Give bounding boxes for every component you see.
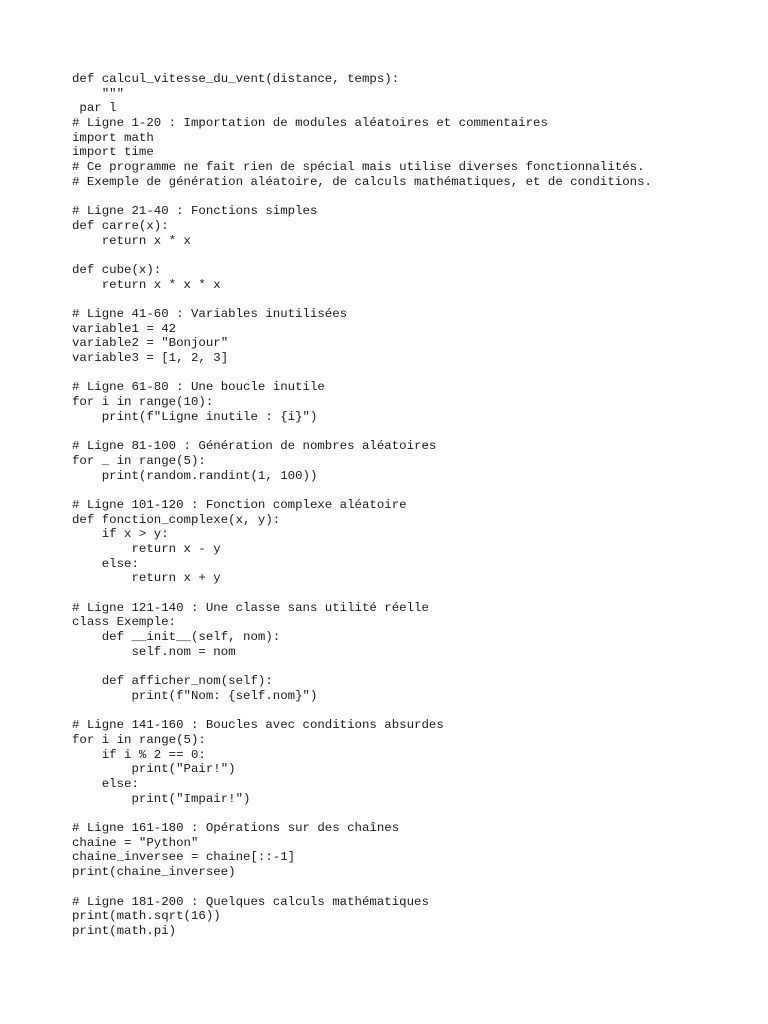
code-line xyxy=(72,425,752,440)
code-line: def __init__(self, nom): xyxy=(72,630,281,645)
code-line: # Ligne 161-180 : Opérations sur des chaînes xyxy=(72,821,400,836)
code-line: # Ligne 61-80 : Une boucle inutile xyxy=(72,380,325,395)
code-line: # Ligne 181-200 : Quelques calculs mathématiques xyxy=(72,894,429,909)
code-line xyxy=(72,880,752,895)
code-line: # Exemple de génération aléatoire, de calculs mathématiques, et de conditions. xyxy=(72,174,652,189)
code-line: return x + y xyxy=(72,571,221,586)
code-line xyxy=(72,806,752,821)
code-line: if x > y: xyxy=(72,527,169,542)
code-line: # Ce programme ne fait rien de spécial mais utilise diverses fonctionnalités. xyxy=(72,160,645,175)
code-line: class Exemple: xyxy=(72,615,177,630)
code-line: chaine_inversee = chaine[::-1] xyxy=(72,850,296,865)
code-line: print(random.randint(1, 100)) xyxy=(72,468,318,483)
code-line: # Ligne 21-40 : Fonctions simples xyxy=(72,204,318,219)
code-line: return x - y xyxy=(72,542,221,556)
code-line: print("Impair!") xyxy=(72,791,251,806)
code-line: # Ligne 101-120 : Fonction complexe aléatoire xyxy=(72,497,407,512)
code-line xyxy=(72,190,752,205)
code-line: # Ligne 121-140 : Une classe sans utilité réelle xyxy=(72,600,429,615)
code-line: chaine = "Python" xyxy=(72,835,199,850)
code-line: print(math.sqrt(16)) xyxy=(72,909,221,924)
code-line: print(f"Nom: {self.nom}") xyxy=(72,688,318,703)
code-listing xyxy=(72,72,752,939)
code-line: variable3 = [1, 2, 3] xyxy=(72,351,229,366)
code-line: # Ligne 81-100 : Génération de nombres aléatoires xyxy=(72,439,437,454)
code-line: variable2 = "Bonjour" xyxy=(72,336,229,351)
code-line: import time xyxy=(72,145,154,160)
code-line: par l xyxy=(72,101,117,116)
code-line xyxy=(72,586,752,601)
code-line: print("Pair!") xyxy=(72,762,236,777)
code-line: # Ligne 141-160 : Boucles avec conditions absurdes xyxy=(72,718,444,733)
code-line xyxy=(72,483,752,498)
code-line: return x * x xyxy=(72,233,191,248)
code-line: return x * x * x xyxy=(72,277,221,292)
code-line: def carre(x): xyxy=(72,218,169,233)
code-line xyxy=(72,704,752,719)
code-line xyxy=(72,366,752,381)
code-line: """ xyxy=(72,86,125,101)
code-line xyxy=(72,248,752,263)
code-line: # Ligne 1-20 : Importation de modules aléatoires et commentaires xyxy=(72,116,548,131)
code-line: import math xyxy=(72,130,154,145)
code-line: def calcul_vitesse_du_vent(distance, temps): xyxy=(72,72,400,86)
code-line: print(f"Ligne inutile : {i}") xyxy=(72,409,318,424)
code-line xyxy=(72,292,752,307)
code-line: variable1 = 42 xyxy=(72,321,177,336)
code-line: for _ in range(5): xyxy=(72,453,206,468)
code-line: else: xyxy=(72,777,139,791)
code-line: # Ligne 41-60 : Variables inutilisées xyxy=(72,307,348,321)
code-line: print(chaine_inversee) xyxy=(72,865,236,880)
code-line: for i in range(5): xyxy=(72,732,206,747)
code-line xyxy=(72,660,752,675)
code-line: else: xyxy=(72,556,139,571)
code-line: if i % 2 == 0: xyxy=(72,747,206,762)
code-line: for i in range(10): xyxy=(72,395,214,410)
code-line: def fonction_complexe(x, y): xyxy=(72,512,281,527)
code-line: def cube(x): xyxy=(72,262,162,277)
code-line: def afficher_nom(self): xyxy=(72,674,273,689)
code-line: self.nom = nom xyxy=(72,644,236,659)
code-line: print(math.pi) xyxy=(72,923,177,938)
